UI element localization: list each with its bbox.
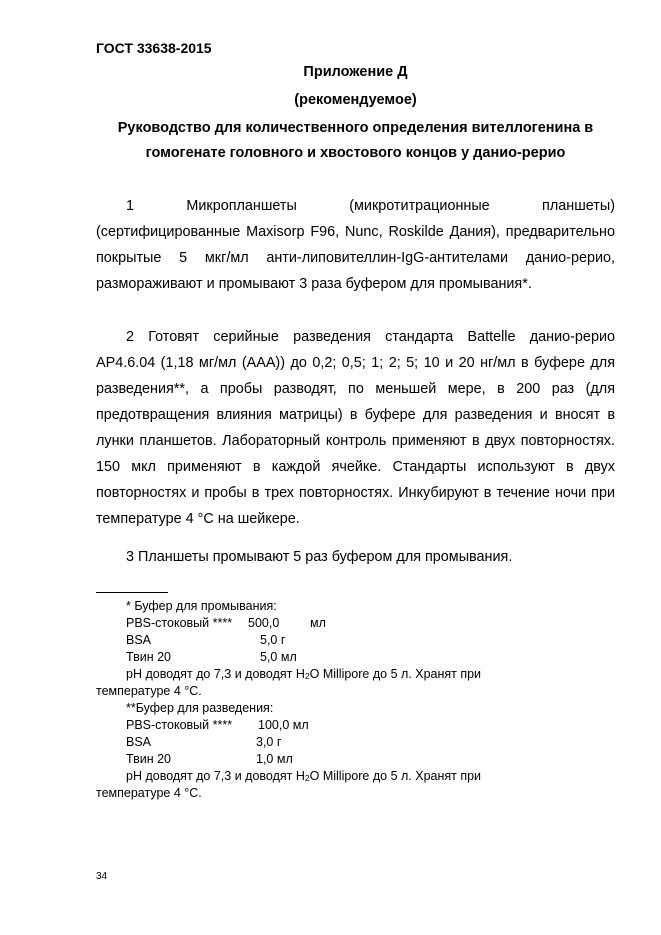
footnote-dilution-row-value: 1,0 мл — [256, 752, 293, 766]
paragraph-2: 2 Готовят серийные разведения стандарта Battelle данио-рерио AP4.6.04 (1,18 мг/мл (AAA)) до 0,2; 0,5; 1; 2; 5; 10 и 20 нг/мл в буфере для разведения**, а пробы разводят, по меньшей мере, в 200 раз (для предотвращения влияния матрицы) в буфере для разведения и вносят в лунки планшетов. Лабораторный контроль применяют в двух повторностях. 150 мкл применяют в каждой ячейке. Стандарты используют в двух повторностях и пробы в трех повторностях. Инкубируют в течение ночи при температуре 4 °С на шейкере. — [96, 329, 615, 527]
footnote-wash-ph-continuation: температуре 4 °С. — [96, 684, 202, 698]
annex-status: (рекомендуемое) — [294, 92, 417, 108]
footnote-dilution-ph-continuation: температуре 4 °С. — [96, 786, 202, 800]
footnote-wash-heading: * Буфер для промывания: — [126, 599, 277, 613]
footnote-wash-ph-line: pH доводят до 7,3 и доводят $H_2O$ Millipore до 5 л. Хранят при — [126, 667, 482, 681]
footnote-wash-row-name: Твин 20 — [126, 650, 171, 664]
annex-title: Приложение Д — [303, 64, 408, 80]
footnote-dilution-row-name: BSA — [126, 735, 152, 749]
annex-heading-line-2: гомогенате головного и хвостового концов у данио-рерио — [145, 145, 566, 161]
footnote-wash-row-value: 5,0 мл — [260, 650, 297, 664]
footnote-dilution-row-value: 100,0 мл — [258, 718, 309, 732]
standard-number: ГОСТ 33638-2015 — [96, 40, 212, 56]
footnote-dilution-row-value: 3,0 г — [256, 735, 282, 749]
annex-heading-line-1: Руководство для количественного определения вителлогенина в — [117, 120, 594, 136]
footnote-wash-row-unit: мл — [310, 616, 326, 630]
footnote-dilution-heading: **Буфер для разведения: — [126, 701, 274, 715]
paragraph-3: 3 Планшеты промывают 5 раз буфером для промывания. — [126, 549, 513, 565]
page-number: 34 — [96, 871, 108, 882]
footnote-separator — [96, 592, 168, 593]
footnote-dilution-ph-line: pH доводят до 7,3 и доводят $H_2O$ Millipore до 5 л. Хранят при — [126, 769, 482, 783]
footnote-wash-row-name: PBS-стоковый **** — [126, 616, 233, 630]
footnote-dilution-row-name: Твин 20 — [126, 752, 171, 766]
footnote-dilution-row-name: PBS-стоковый **** — [126, 718, 233, 732]
footnote-wash-row-name: BSA — [126, 633, 152, 647]
footnote-wash-row-value: 5,0 г — [260, 633, 286, 647]
paragraph-1: 1 Микропланшеты (микротитрационные планшеты) (сертифицированные Maxisorp F96, Nunc, Roskilde Дания), предварительно покрытые 5 мкг/мл анти-липовителлин-IgG-антителами данио-рерио, размораживают и промывают 3 раза буфером для промывания*. — [96, 198, 615, 292]
footnote-wash-row-value: 500,0 — [248, 616, 280, 630]
